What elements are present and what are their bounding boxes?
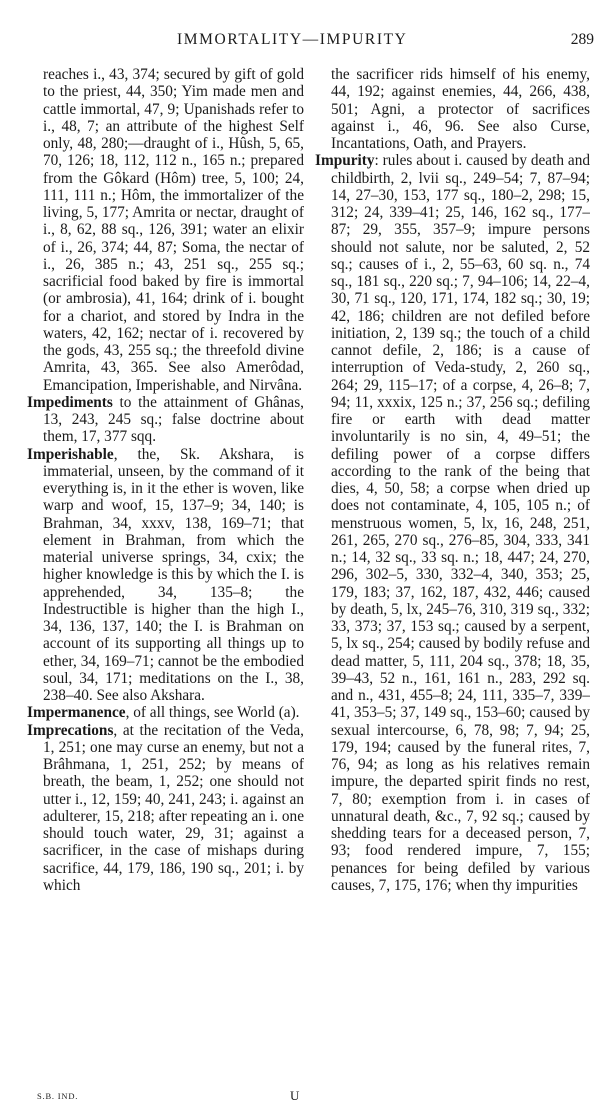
entry-headword: Impurity (315, 152, 375, 170)
entry-text: , at the recitation of the Veda, 1, 251; one may curse an enemy, but not a Brâhmana, 1, 251, 252; by means of breath, the beam, 1, 252; one should not utter i., 12, 159; 40, 241, 243; i. against an adulterer, 15, 218; after repeating an i. one should touch water, 29, 31; against a sacrificer, in the case of mishaps during sacrifice, 44, 179, 186, 190 sq., 201; i. by which (43, 721, 304, 894)
entry-text: to the attainment of Ghânas, 13, 243, 245 sq.; false doctrine about them, 17, 377 sqq. (43, 393, 304, 446)
index-entry (27, 721, 304, 895)
index-entry (27, 393, 304, 446)
continued-entry (315, 66, 590, 152)
entry-text: : rules about i. caused by death and childbirth, 2, lvii sq., 249–54; 7, 87–94; 14, 27–30, 153, 177 sq., 180–2, 298; 15, 312; 24, 339–41; 25, 146, 162 sq., 177–87; 29, 355, 357–9; impure persons should not salute, nor be saluted, 2, 52 sq.; causes of i., 2, 55–63, 60 sq. n., 74 sq., 181 sq., 220 sq.; 7, 94–106; 14, 22–4, 30, 71 sq., 120, 171, 174, 182 sq.; 30, 19; 42, 186; children are not defiled before initiation, 2, 139 sq.; the touch of a child cannot defile, 2, 186; is a cause of interruption of Veda-study, 2, 260 sq., 264; 29, 115–17; of a corpse, 4, 26–8; 7, 94; 11, xxxix, 125 n.; 37, 256 sq.; defiling fire or earth with dead matter involuntarily is no sin, 4, 49–51; the defiling power of a corpse differs according to the rank of the being that dies, 4, 50, 58; a corpse when dried up does not contaminate, 4, 105, 105 n.; of menstruous women, 5, lx, 16, 248, 251, 261, 265, 270 sq., 276–85, 304, 333, 341 n.; 14, 32 sq., 33 sq. n.; 18, 447; 24, 270, 296, 302–5, 330, 332–4, 340, 353; 25, 179, 183; 37, 162, 187, 432, 446; caused by death, 5, lx, 245–76, 310, 319 sq., 332; 33, 373; 37, 153 sq.; caused by a serpent, 5, lx sq., 254; caused by bodily refuse and dead matter, 5, 111, 204 sq., 378; 18, 35, 39–43, 52 n., 161, 161 n., 283, 292 sq. and n., 431, 455–8; 24, 111, 335–7, 339–41, 353–5; 37, 149 sq., 153–60; caused by sexual intercourse, 6, 78, 98; 7, 94; 25, 179, 194; caused by the funeral rites, 7, 76, 94; as long as his relatives remain impure, the departed spirit finds no rest, 7, 80; exemption from i. in cases of unnatural death, &c., 7, 92 sq.; caused by shedding tears for a deceased person, 7, 93; food rendered impure, 7, 155; penances for being defiled by various causes, 7, 175, 176; when thy impurities (331, 152, 590, 894)
entry-headword: Imperishable (27, 445, 114, 463)
entry-headword: Imprecations (27, 721, 114, 739)
signature-mark: S.B. IND. (37, 1091, 79, 1101)
page-number: 289 (570, 31, 594, 48)
index-entry (315, 152, 590, 894)
entry-text: , of all things, see World (a). (125, 704, 300, 722)
continued-entry (27, 66, 304, 394)
entry-text: the sacrificer rids himself of his enemy, 44, 192; against enemies, 44, 266, 438, 501; Agni, a protector of sacrifices against i., 46, 96. See also Curse, Incantations, Oath, and Prayers. (331, 66, 590, 152)
page-footer (0, 1088, 616, 1108)
index-entry (27, 445, 304, 705)
entry-text: , the, Sk. Akshara, is immaterial, unseen, by the command of it everything is, in it the ether is woven, like warp and woof, 15, 137–9; 34, 140; is Brahman, 34, xxxv, 138, 169–71; that element in Brahman, from which the material universe springs, 34, cxix; the higher knowledge is this by which the I. is apprehended, 34, 135–8; the Indestructible is higher than the high I., 34, 136, 137, 140; the I. is Brahman on account of its supporting all things up to ether, 34, 169–71; cannot be the embodied soul, 34, 171; meditations on the I., 38, 238–40. See also Akshara. (43, 445, 304, 704)
index-entry (27, 704, 304, 722)
left-column (27, 66, 304, 894)
entry-headword: Impermanence (27, 704, 126, 722)
gathering-letter: U (290, 1088, 300, 1103)
entry-text: reaches i., 43, 374; secured by gift of gold to the priest, 44, 350; Yim made men and cattle immortal, 47, 9; Upanishads refer to i., 48, 7; an attribute of the highest Self only, 48, 280;—draught of i., Hûsh, 5, 65, 70, 126; 18, 112, 112 n., 165 n.; prepared from the Gôkard (Hôm) tree, 5, 100; 24, 111, 111 n.; Hôm, the immortalizer of the living, 5, 177; Amrita or nectar, draught of i., 8, 62, 88 sq., 126, 391; water an elixir of i., 26, 374; 44, 87; Soma, the nectar of i., 26, 385 n.; 43, 251 sq., 255 sq.; sacrificial food baked by fire is immortal (or ambrosia), 41, 164; drink of i. bought for a chariot, and stored by Indra in the waters, 42, 162; nectar of i. recovered by the gods, 43, 255 sq.; the threefold divine Amrita, 43, 365. See also Amerôdad, Emancipation, Imperishable, and Nirvâna. (43, 66, 304, 394)
running-header (0, 31, 616, 55)
page-title: IMMORTALITY—IMPURITY (177, 31, 408, 48)
entry-headword: Impediments (27, 393, 113, 411)
right-column (315, 66, 590, 894)
